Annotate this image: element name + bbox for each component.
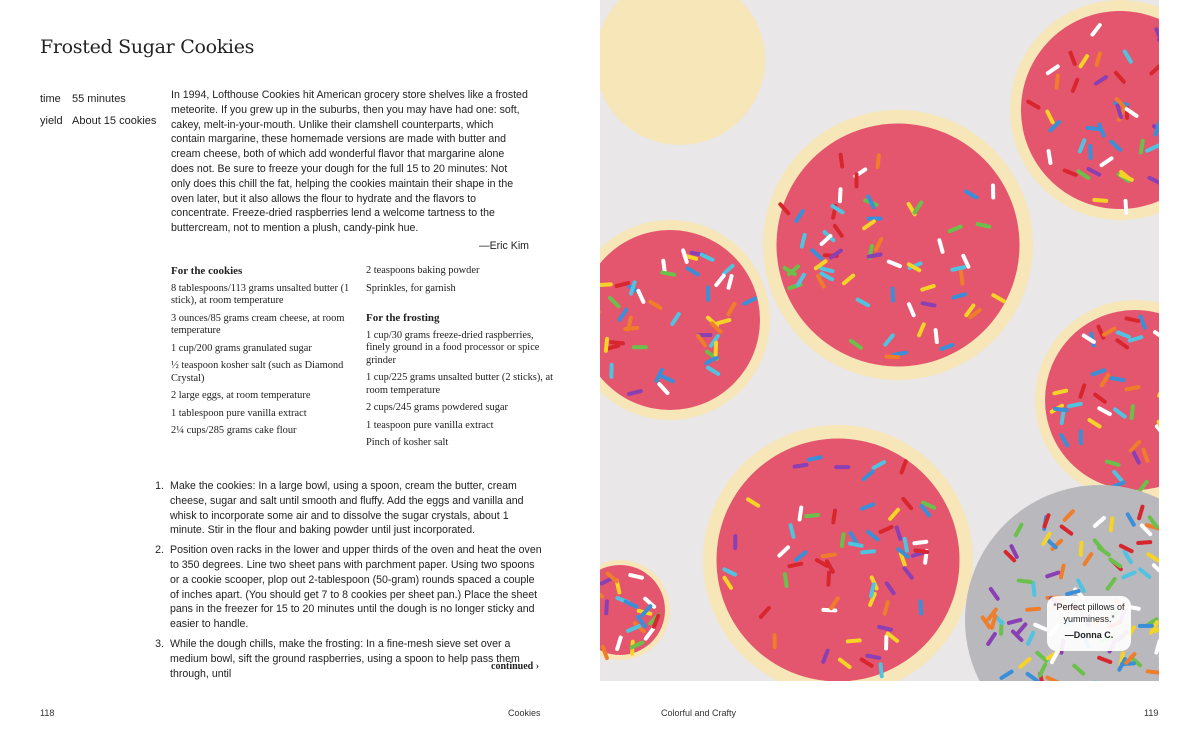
continued-link[interactable]: continued ›: [491, 661, 540, 672]
sprinkle: [842, 534, 844, 546]
sprinkle: [1027, 609, 1039, 610]
sprinkle: [600, 284, 611, 285]
sprinkle: [806, 515, 818, 516]
step-text: Make the cookies: In a large bowl, using a spoon, cream the butter, cream cheese, sugar and salt until smooth and fluffy. Add the eggs and vanilla and whisk to incorporate some air and to dissolve the sugar crystals, about 1 minute. Stir in the flour and baking powder until just incorporated.: [170, 480, 524, 537]
sprinkle: [606, 339, 607, 351]
step-text: While the dough chills, make the frosting: In a fine-mesh sieve set over a medium bowl, sift the ground raspberries, using a spoon to help pass them through, until: [170, 637, 520, 680]
ingredient-item: 1 teaspoon pure vanilla extract: [366, 419, 494, 431]
ingredient-item: 1 cup/30 grams freeze-dried raspberries, finely ground in a food processor or spice grinder: [366, 329, 540, 366]
sprinkle: [789, 564, 801, 566]
ingredient-item: 8 tablespoons/113 grams unsalted butter (1 stick), at room temperature: [171, 282, 350, 306]
sprinkle: [1138, 542, 1150, 543]
sprinkle: [840, 189, 841, 201]
time-label: time: [40, 93, 61, 105]
quote-text: “Perfect pillows of yumminess.”: [1053, 602, 1125, 624]
sprinkle: [630, 575, 642, 578]
sprinkle: [1090, 146, 1091, 158]
time-value: 55 minutes: [72, 93, 126, 105]
sprinkle: [1141, 141, 1143, 153]
sprinkle: [1094, 200, 1106, 201]
sprinkle: [1148, 671, 1159, 673]
sprinkle: [662, 273, 674, 275]
quote-author: —Donna C.: [1064, 630, 1114, 640]
cookie-photo: [600, 0, 1159, 681]
sprinkle: [1061, 566, 1064, 578]
sprinkle: [611, 342, 623, 343]
ingredients-cookies: [171, 265, 361, 443]
ingredient-item: 1 cup/200 grams granulated sugar: [171, 342, 312, 354]
sprinkle: [823, 555, 835, 557]
sprinkle: [871, 584, 874, 596]
sprinkle: [716, 343, 717, 355]
sprinkle: [921, 602, 922, 614]
frosting: [777, 124, 1020, 367]
cookies-heading: For the cookies: [171, 265, 243, 277]
sprinkle: [905, 539, 907, 551]
sprinkle: [1132, 406, 1133, 418]
sprinkle: [1088, 128, 1100, 129]
sprinkle: [894, 353, 906, 355]
sprinkle: [1049, 151, 1051, 163]
sprinkle: [961, 272, 962, 284]
step-number: 3.: [155, 637, 164, 650]
sprinkle: [878, 155, 879, 167]
sprinkle: [1081, 543, 1082, 555]
page-number-left: 118: [40, 708, 55, 718]
sprinkle: [833, 511, 835, 523]
sprinkle: [785, 574, 787, 586]
step-item: [150, 637, 545, 681]
ingredient-item: 2 teaspoons baking powder: [366, 265, 480, 276]
sprinkle: [606, 601, 607, 613]
step-item: [150, 543, 545, 632]
section-left: Cookies: [508, 708, 541, 718]
byline: —Eric Kim: [478, 239, 529, 252]
sprinkle: [850, 544, 862, 546]
sprinkle: [867, 656, 879, 658]
ingredient-item: 1 tablespoon pure vanilla extract: [171, 407, 307, 419]
sprinkle: [1111, 518, 1112, 530]
recipe-title: Frosted Sugar Cookies: [40, 36, 255, 58]
sprinkle: [795, 465, 807, 467]
ingredient-item: 2¼ cups/285 grams cake flour: [171, 425, 297, 436]
ingredient-item: Sprinkles, for garnish: [366, 282, 456, 294]
yield-label: yield: [40, 115, 63, 127]
sprinkle: [879, 627, 891, 630]
steps-list: [150, 479, 545, 686]
sprinkle: [1055, 409, 1067, 410]
sprinkle: [914, 542, 926, 544]
sprinkle: [828, 573, 829, 585]
ingredient-item: Pinch of kosher salt: [366, 437, 449, 448]
sprinkle: [848, 640, 860, 641]
sprinkle: [869, 255, 881, 257]
sprinkle: [1069, 404, 1081, 406]
sprinkle: [893, 289, 894, 301]
sprinkle: [809, 457, 821, 459]
sprinkle: [800, 508, 802, 520]
ingredient-item: 2 large eggs, at room temperature: [171, 390, 311, 401]
ingredient-item: 1 cup/225 grams unsalted butter (2 sticks), at room temperature: [366, 372, 553, 396]
review-quote: [1047, 596, 1131, 651]
section-right: Colorful and Crafty: [661, 708, 737, 718]
frosting-heading: For the frosting: [366, 312, 440, 324]
ingredient-item: 2 cups/245 grams powdered sugar: [366, 402, 508, 413]
sprinkle: [952, 267, 964, 269]
recipe-intro: [171, 88, 529, 254]
ingredient-item: 3 ounces/85 grams cream cheese, at room temperature: [171, 312, 345, 336]
recipe-meta: [40, 88, 156, 132]
ingredients-col2: [366, 265, 556, 455]
sprinkle: [936, 330, 937, 342]
step-number: 2.: [155, 544, 164, 557]
sprinkle: [1126, 201, 1127, 213]
step-number: 1.: [155, 480, 164, 492]
sprinkle: [1033, 583, 1034, 595]
sprinkle: [881, 664, 882, 676]
sprinkle: [802, 235, 805, 247]
page-number-right: 119: [1144, 708, 1159, 718]
sprinkle: [886, 357, 898, 358]
sprinkle: [1111, 378, 1123, 380]
frosting: [717, 439, 960, 682]
sprinkle: [1126, 318, 1138, 321]
sprinkle: [1057, 76, 1058, 88]
sprinkle: [1127, 387, 1139, 389]
cookie-photo-illustration: [600, 0, 1159, 681]
sprinkle: [823, 610, 835, 611]
sprinkle: [841, 155, 843, 167]
sprinkle: [923, 303, 935, 305]
ingredient-item: ½ teaspoon kosher salt (such as Diamond Crystal): [171, 360, 344, 384]
sprinkle: [628, 318, 630, 330]
yield-value: About 15 cookies: [72, 115, 157, 127]
sprinkle: [1019, 580, 1031, 582]
sprinkle: [915, 551, 927, 552]
sprinkle: [1062, 411, 1064, 423]
sprinkle: [1054, 391, 1066, 394]
intro-text: In 1994, Lofthouse Cookies hit American grocery store shelves like a frosted meteorite. If you grew up in the suburbs, then you may have had one: soft, cakey, melt-in-your-mouth. Unlike their clamshell counterparts, which contain margarine, these homemade versions are made with butter and cream cheese, both of which add wonderful flavor that margarine alone does not. Be sure to freeze your dough for the full 15 to 20 minutes: Not only does this chill the fat, helping the cookies maintain their shape in the oven later, but it also allows the flour to hydrate and the flavors to concentrate. Freeze-dried raspberries lend a welcome tartness to the buttercream, not to mention a plush, candy-pink hue.: [171, 89, 528, 235]
sprinkle: [978, 224, 990, 227]
step-text: Position oven racks in the lower and upper thirds of the oven and heat the oven to 350 degrees. Line two sheet pans with parchment paper. Using two spoons or a cookie scooper, plop out 2-tablespoon (50-gram) rounds spaced a couple of inches apart. (You should get 7 to 8 cookies per sheet pan.) Place the sheet pans in the freezer for 15 to 20 minutes until the dough is no longer sticky and easier to handle.: [170, 544, 542, 631]
step-item: [150, 479, 545, 538]
sprinkle: [862, 551, 874, 552]
cookie: [600, 0, 765, 145]
